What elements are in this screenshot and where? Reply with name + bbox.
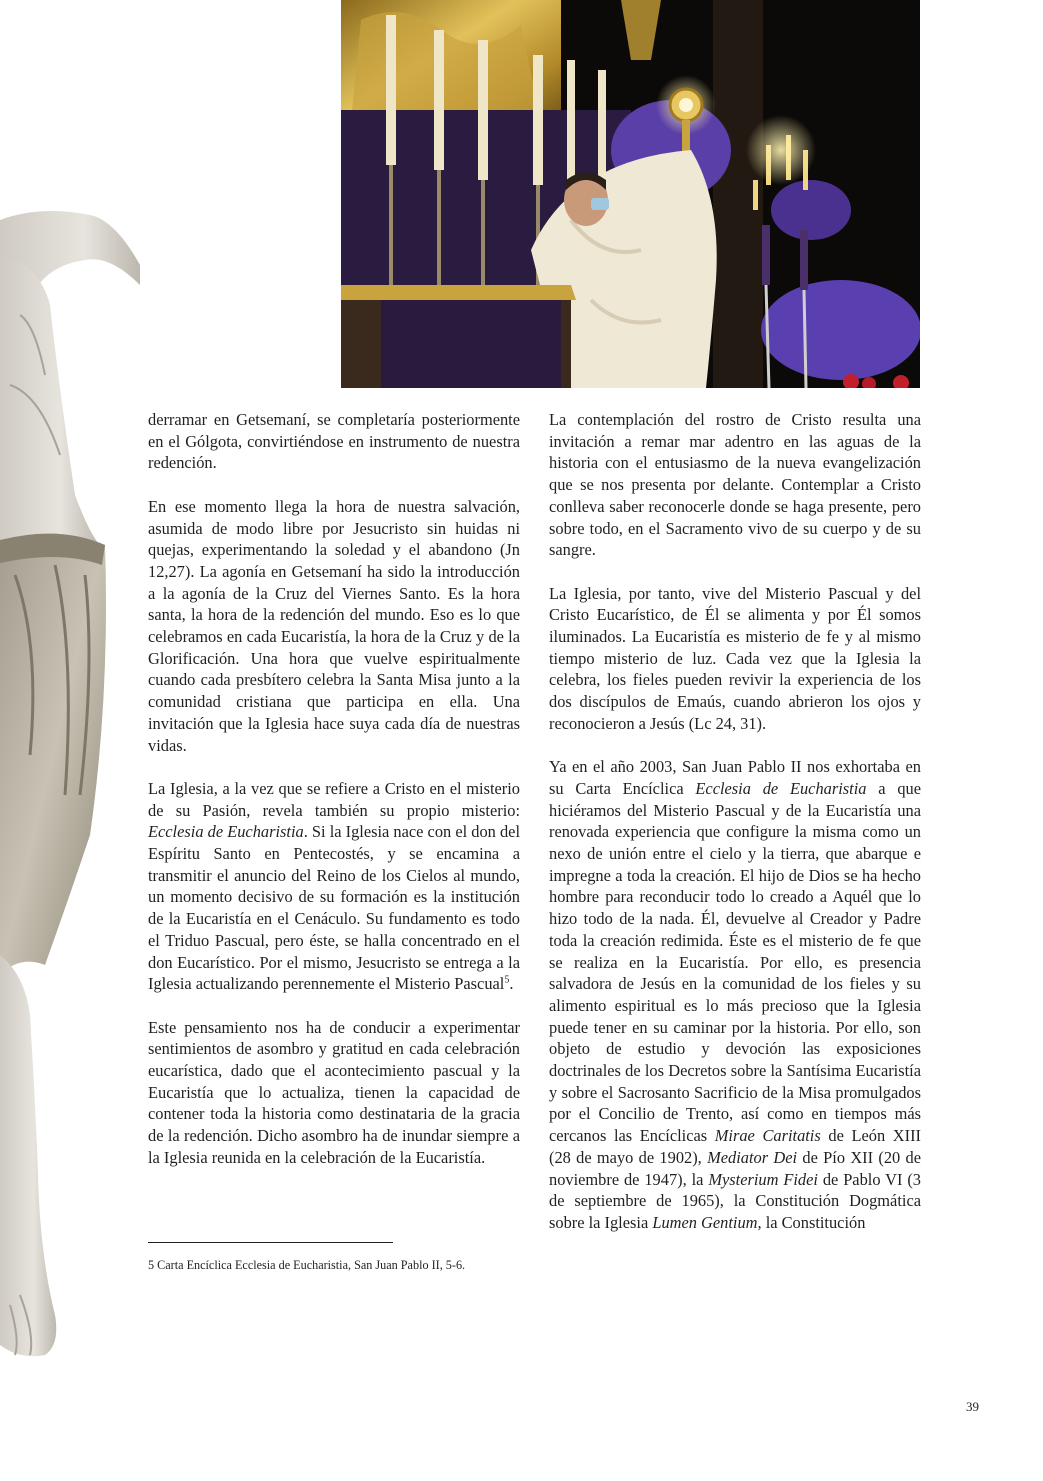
left-paragraph-3: La Iglesia, a la vez que se refiere a Cristo en el misterio de su Pasión, revela también su propio misterio: Ecclesia de Eucharistia. Si la Iglesia nace con el don del Espíritu Santo en Pentecostés, y se encamina a transmitir el anuncio del Reino de los Cielos al mundo, un momento decisivo de su formación es la institución de la Eucaristía en el Cenáculo. Su fundamento es todo el Triduo Pascual, pero éste, se halla concentrado en el don Eucarístico. Por el mismo, Jesucristo se entrega a la Iglesia actualizando perennemente el Misterio Pascual$^5$.: [148, 778, 520, 994]
work-title-lumen-gentium: Lumen Gentium: [652, 1212, 758, 1232]
work-title-mysterium-fidei: Mysterium Fidei: [708, 1169, 818, 1189]
footnote-divider: [148, 1242, 393, 1243]
right-paragraph-1: La contemplación del rostro de Cristo resulta una invitación a remar mar adentro en las aguas de la historia con el entusiasmo de la nueva evangelización que se nos presenta por delante. Contemplar a Cristo conlleva saber reconocerle donde se haga presente, pero sobre todo, en el Sacramento vivo de su cuerpo y de su sangre.: [549, 410, 921, 560]
work-title-ecclesia: Ecclesia de Eucharistia: [695, 778, 867, 798]
footnote-ref[interactable]: 5: [504, 974, 510, 986]
footnote: 5 Carta Encíclica Ecclesia de Eucharistia, San Juan Pablo II, 5-6.: [148, 1258, 466, 1272]
left-paragraph-4: Este pensamiento nos ha de conducir a experimentar sentimientos de asombro y gratitud en cada celebración eucarística, dado que el acontecimiento pascual y la Eucaristía que lo actualiza, tienen la capacidad de contener toda la historia como destinataria de la gracia de la redención. Dicho asombro ha de inundar siempre a la Iglesia reunida en la celebración de la Eucaristía.: [148, 1017, 520, 1167]
left-column: [148, 409, 520, 1190]
right-paragraph-3: Ya en el año 2003, San Juan Pablo II nos exhortaba en su Carta Encíclica Ecclesia de Eucharistia a que hiciéramos del Misterio Pascual y de la Eucaristía una renovada experiencia que configure la misma como un nexo de unión entre el cielo y la tierra, que abarque e impregne a toda la creación. El hijo de Dios se ha hecho hombre para reconducir todo lo creado a Aquél que lo hizo todo de la nada. Él, devuelve al Creador y Padre toda la creación redimida. Éste es el misterio de fe que se realiza en la Eucaristía. Por ello, es presencia salvadora de Jesús en la comunidad de los fieles y su alimento espiritual es lo más precioso que la Iglesia puede tener en su caminar por la historia. Por ello, son objeto de estudio y devoción las exposiciones doctrinales de los Decretos sobre la Santísima Eucaristía y sobre el Sacrosanto Sacrificio de la Misa promulgados por el Concilio de Trento, así como en tiempos más cercanos las Encíclicas Mirae Caritatis de León XIII (28 de mayo de 1902), Mediator Dei de Pío XII (20 de noviembre de 1947), la Mysterium Fidei de Pablo VI (3 de septiembre de 1965), la Constitución Dogmática sobre la Iglesia Lumen Gentium, la Constitución: [549, 757, 922, 1232]
right-paragraph-2: La Iglesia, por tanto, vive del Misterio Pascual y del Cristo Eucarístico, de Él se alimenta y por Él somos iluminados. La Eucaristía es misterio de fe y al mismo tiempo misterio de luz. Cada vez que la Iglesia la celebra, los fieles pueden revivir la experiencia de los dos discípulos de Emaús, cuando abrieron los ojos y reconocieron a Jesús (Lc 24, 31).: [549, 583, 921, 733]
right-column: [549, 409, 921, 1255]
eucharistic-adoration-photo: [341, 0, 920, 388]
work-title-ecclesia: Ecclesia de Eucharistia: [148, 822, 304, 842]
left-paragraph-1: derramar en Getsemaní, se completaría posteriormente en el Gólgota, convirtiéndose en instrumento de nuestra redención.: [148, 410, 520, 473]
work-title-mirae-caritatis: Mirae Caritatis: [714, 1126, 821, 1146]
page-number: 39: [966, 1399, 979, 1414]
left-paragraph-2: En ese momento llega la hora de nuestra salvación, asumida de modo libre por Jesucristo sin huidas ni quejas, experimentando la soledad y el abandono (Jn 12,27). La agonía en Getsemaní ha sido la introducción a la agonía de la Cruz del Viernes Santo. Es la hora santa, la hora de la redención del mundo. Eso es lo que celebramos en cada Eucaristía, la hora de la Cruz y de la Glorificación. Una hora que vuelve espiritualmente cuando cada presbítero celebra la Santa Misa junto a la comunidad cristiana que participa en ella. Una invitación que la Iglesia hace suya cada día de nuestras vidas.: [148, 496, 520, 755]
work-title-mediator-dei: Mediator Dei: [707, 1147, 798, 1167]
crucifix-image: [0, 195, 140, 1375]
